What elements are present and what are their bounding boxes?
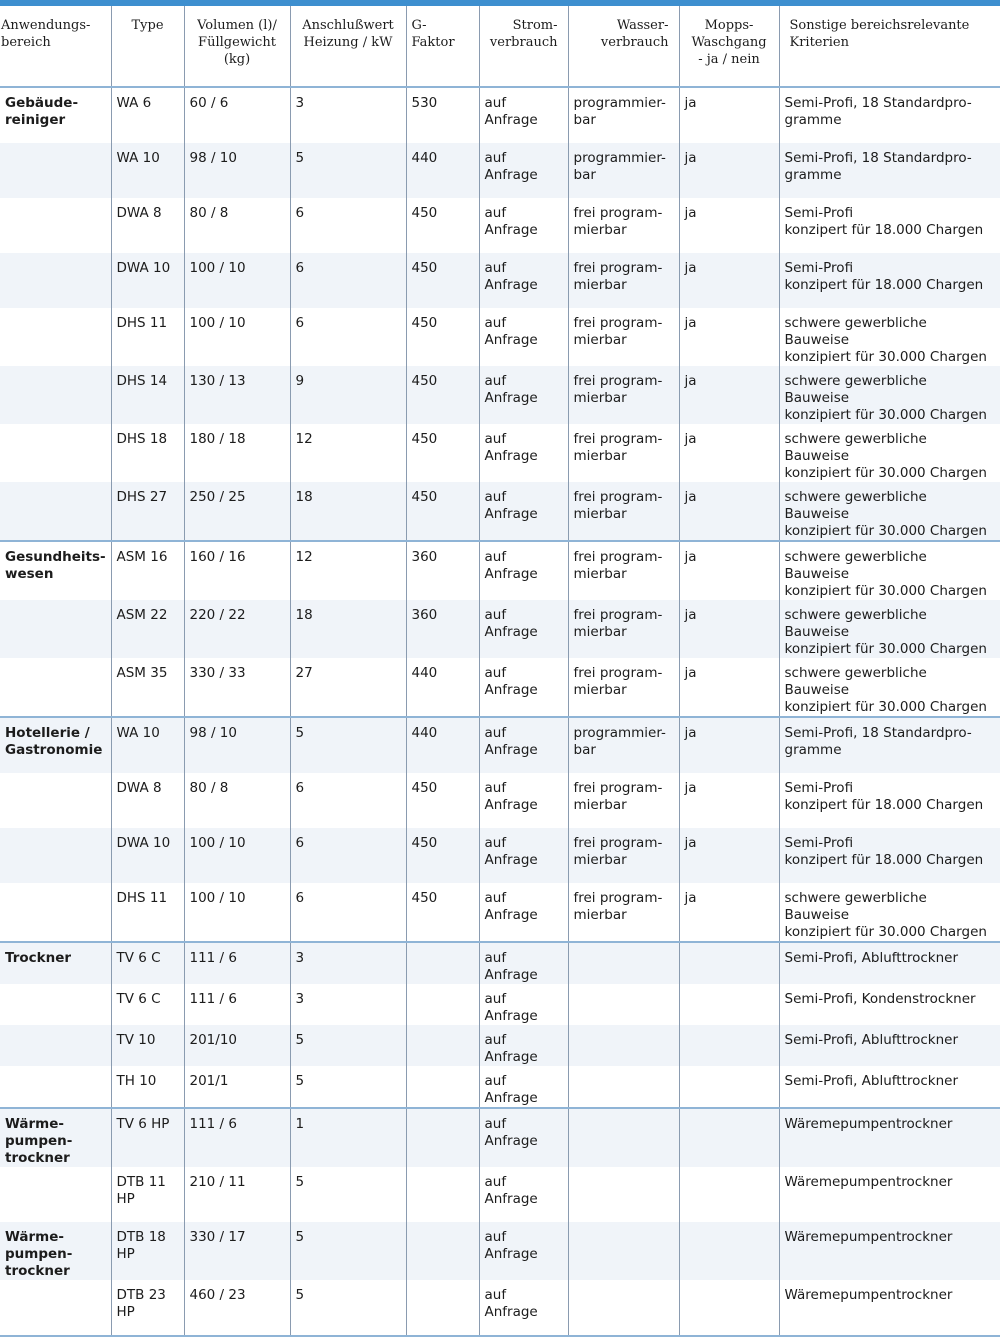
header-water: Wasser- verbrauch (568, 6, 679, 87)
table-row (0, 143, 1000, 198)
volume-cell: 100 / 10 (184, 253, 290, 308)
water-cell (568, 1066, 679, 1108)
water-cell: frei program- mierbar (568, 883, 679, 942)
volume-cell: 60 / 6 (184, 87, 290, 143)
table-row (0, 773, 1000, 828)
header-mopps: Mopps- Waschgang - ja / nein (679, 6, 779, 87)
mopps-cell (679, 1066, 779, 1108)
power-cell: auf Anfrage (479, 942, 568, 984)
heating-cell: 5 (290, 1280, 406, 1336)
g-factor-cell: 530 (406, 87, 479, 143)
heating-cell: 6 (290, 308, 406, 366)
power-cell: auf Anfrage (479, 1167, 568, 1222)
water-cell: programmier- bar (568, 87, 679, 143)
water-cell (568, 942, 679, 984)
header-g-factor: G- Faktor (406, 6, 479, 87)
volume-cell: 80 / 8 (184, 773, 290, 828)
type-cell: DHS 11 (111, 308, 184, 366)
criteria-cell: Semi-Profi, Ablufttrockner (779, 1025, 1000, 1066)
power-cell: auf Anfrage (479, 482, 568, 541)
heating-cell: 5 (290, 1222, 406, 1280)
header-area: Anwendungs- bereich (0, 6, 111, 87)
type-cell: ASM 16 (111, 541, 184, 600)
volume-cell: 100 / 10 (184, 828, 290, 883)
power-cell: auf Anfrage (479, 1222, 568, 1280)
criteria-cell: Wäremepumpentrockner (784, 1174, 953, 1190)
criteria-cell: Wäremepumpentrockner (779, 1108, 1000, 1167)
criteria-cell: Semi-Profi, 18 Standardpro- gramme (779, 87, 1000, 143)
volume-cell: 100 / 10 (184, 308, 290, 366)
power-cell: auf Anfrage (479, 1025, 568, 1066)
area-cell (0, 1167, 111, 1222)
criteria-cell: schwere gewerbliche Bauweise konzipiert für 30.000 Chargen (784, 665, 987, 715)
area-cell: Gebäude- reiniger (0, 87, 111, 143)
power-cell: auf Anfrage (479, 424, 568, 482)
mopps-cell: ja (679, 366, 779, 424)
criteria-cell: Semi-Profi, 18 Standardpro- gramme (779, 143, 1000, 198)
area-cell (0, 482, 111, 541)
volume-cell: 460 / 23 (184, 1280, 290, 1336)
table-row (0, 87, 1000, 143)
mopps-cell (679, 1167, 779, 1222)
volume-cell: 100 / 10 (184, 883, 290, 942)
power-cell: auf Anfrage (479, 600, 568, 658)
power-cell: auf Anfrage (479, 143, 568, 198)
criteria-cell: schwere gewerbliche Bauweise konzipiert für 30.000 Chargen (779, 541, 1000, 600)
criteria-cell: schwere gewerbliche Bauweise konzipiert für 30.000 Chargen (784, 431, 987, 481)
water-cell (568, 1222, 679, 1280)
type-cell: WA 10 (111, 717, 184, 773)
mopps-cell (679, 1280, 779, 1336)
mopps-cell: ja (679, 424, 779, 482)
volume-cell: 201/1 (184, 1066, 290, 1108)
g-factor-cell: 450 (406, 198, 479, 253)
volume-cell: 330 / 17 (184, 1222, 290, 1280)
volume-cell: 98 / 10 (184, 143, 290, 198)
table-row (0, 717, 1000, 773)
table-row (0, 482, 1000, 541)
criteria-cell: Semi-Profi, 18 Standardpro- gramme (779, 717, 1000, 773)
power-cell: auf Anfrage (479, 366, 568, 424)
power-cell: auf Anfrage (479, 308, 568, 366)
g-factor-cell (406, 942, 479, 984)
water-cell: frei program- mierbar (568, 424, 679, 482)
table-row (0, 424, 1000, 482)
heating-cell: 6 (290, 773, 406, 828)
area-cell: Wärme- pumpen- trockner (0, 1108, 111, 1167)
criteria-cell: schwere gewerbliche Bauweise konzipiert für 30.000 Chargen (784, 315, 987, 365)
heating-cell: 6 (290, 883, 406, 942)
g-factor-cell: 440 (406, 143, 479, 198)
criteria-cell: schwere gewerbliche Bauweise konzipiert für 30.000 Chargen (779, 600, 1000, 658)
water-cell: frei program- mierbar (568, 658, 679, 717)
g-factor-cell (406, 1066, 479, 1108)
power-cell: auf Anfrage (479, 541, 568, 600)
mopps-cell: ja (679, 600, 779, 658)
mopps-cell: ja (679, 308, 779, 366)
header-type: Type (111, 6, 184, 87)
heating-cell: 1 (290, 1108, 406, 1167)
power-cell: auf Anfrage (479, 717, 568, 773)
water-cell (568, 1167, 679, 1222)
water-cell: frei program- mierbar (568, 773, 679, 828)
heating-cell: 27 (290, 658, 406, 717)
criteria-cell: Semi-Profi konzipert für 18.000 Chargen (779, 253, 1000, 308)
table-row (0, 1025, 1000, 1066)
heating-cell: 12 (290, 541, 406, 600)
volume-cell: 330 / 33 (184, 658, 290, 717)
water-cell: frei program- mierbar (568, 600, 679, 658)
criteria-cell: Semi-Profi konzipert für 18.000 Chargen (784, 205, 984, 238)
g-factor-cell: 450 (406, 424, 479, 482)
type-cell: DHS 18 (111, 424, 184, 482)
area-cell: Gesundheits- wesen (0, 541, 111, 600)
volume-cell: 210 / 11 (184, 1167, 290, 1222)
heating-cell: 18 (290, 600, 406, 658)
g-factor-cell: 450 (406, 366, 479, 424)
water-cell: programmier- bar (568, 717, 679, 773)
criteria-cell: Semi-Profi, Ablufttrockner (784, 1073, 959, 1089)
water-cell (568, 1280, 679, 1336)
type-cell: DTB 11 HP (111, 1167, 184, 1222)
table-row (0, 1066, 1000, 1108)
volume-cell: 111 / 6 (184, 1108, 290, 1167)
power-cell: auf Anfrage (479, 658, 568, 717)
criteria-cell: Semi-Profi, Kondenstrockner (784, 991, 976, 1007)
power-cell: auf Anfrage (479, 828, 568, 883)
area-cell (0, 828, 111, 883)
g-factor-cell: 360 (406, 600, 479, 658)
table-row (0, 658, 1000, 717)
g-factor-cell: 440 (406, 658, 479, 717)
heating-cell: 18 (290, 482, 406, 541)
area-cell (0, 1280, 111, 1336)
volume-cell: 220 / 22 (184, 600, 290, 658)
water-cell: programmier- bar (568, 143, 679, 198)
header-volume: Volumen (l)/ Füllgewicht (kg) (184, 6, 290, 87)
g-factor-cell: 450 (406, 828, 479, 883)
header-criteria: Sonstige bereichsrelevante Kriterien (779, 6, 1000, 87)
header-heating: Anschlußwert Heizung / kW (290, 6, 406, 87)
mopps-cell (679, 942, 779, 984)
g-factor-cell (406, 1108, 479, 1167)
table-row (0, 541, 1000, 600)
mopps-cell: ja (679, 87, 779, 143)
g-factor-cell: 450 (406, 253, 479, 308)
header-row (0, 6, 1000, 87)
area-cell: Trockner (0, 942, 111, 984)
power-cell: auf Anfrage (479, 1280, 568, 1336)
g-factor-cell: 450 (406, 773, 479, 828)
type-cell: DTB 18 HP (111, 1222, 184, 1280)
g-factor-cell: 450 (406, 482, 479, 541)
area-cell: Hotellerie / Gastronomie (0, 717, 111, 773)
table-row (0, 366, 1000, 424)
table-row (0, 942, 1000, 984)
area-cell (0, 424, 111, 482)
heating-cell: 6 (290, 828, 406, 883)
water-cell: frei program- mierbar (568, 253, 679, 308)
power-cell: auf Anfrage (479, 253, 568, 308)
table-row (0, 1222, 1000, 1280)
table-row (0, 1280, 1000, 1336)
area-cell (0, 366, 111, 424)
mopps-cell (679, 1222, 779, 1280)
g-factor-cell: 360 (406, 541, 479, 600)
power-cell: auf Anfrage (479, 198, 568, 253)
power-cell: auf Anfrage (479, 883, 568, 942)
machine-table (0, 6, 1000, 1337)
mopps-cell: ja (679, 253, 779, 308)
heating-cell: 5 (290, 1066, 406, 1108)
table-row (0, 600, 1000, 658)
type-cell: ASM 22 (111, 600, 184, 658)
area-cell (0, 198, 111, 253)
volume-cell: 160 / 16 (184, 541, 290, 600)
mopps-cell (679, 984, 779, 1025)
type-cell: ASM 35 (111, 658, 184, 717)
table-row (0, 308, 1000, 366)
criteria-cell: Wäremepumpentrockner (779, 1222, 1000, 1280)
mopps-cell: ja (679, 717, 779, 773)
criteria-cell: schwere gewerbliche Bauweise konzipiert für 30.000 Chargen (784, 890, 987, 940)
type-cell: TV 6 C (111, 984, 184, 1025)
criteria-cell: schwere gewerbliche Bauweise konzipiert für 30.000 Chargen (779, 366, 1000, 424)
table-row (0, 828, 1000, 883)
type-cell: DWA 10 (111, 253, 184, 308)
type-cell: TV 6 C (111, 942, 184, 984)
mopps-cell: ja (679, 828, 779, 883)
area-cell: Wärme- pumpen- trockner (0, 1222, 111, 1280)
type-cell: DWA 8 (111, 198, 184, 253)
table-row (0, 1108, 1000, 1167)
type-cell: DHS 27 (111, 482, 184, 541)
water-cell (568, 1108, 679, 1167)
heating-cell: 3 (290, 984, 406, 1025)
type-cell: DWA 10 (111, 828, 184, 883)
power-cell: auf Anfrage (479, 773, 568, 828)
area-cell (0, 883, 111, 942)
type-cell: TH 10 (111, 1066, 184, 1108)
water-cell: frei program- mierbar (568, 828, 679, 883)
area-cell (0, 308, 111, 366)
g-factor-cell (406, 984, 479, 1025)
type-cell: WA 10 (111, 143, 184, 198)
mopps-cell (679, 1025, 779, 1066)
criteria-cell: Semi-Profi konzipert für 18.000 Chargen (779, 828, 1000, 883)
volume-cell: 98 / 10 (184, 717, 290, 773)
water-cell: frei program- mierbar (568, 366, 679, 424)
area-cell (0, 658, 111, 717)
area-cell (0, 1066, 111, 1108)
type-cell: WA 6 (111, 87, 184, 143)
type-cell: DTB 23 HP (111, 1280, 184, 1336)
type-cell: TV 10 (111, 1025, 184, 1066)
volume-cell: 111 / 6 (184, 984, 290, 1025)
area-cell (0, 984, 111, 1025)
volume-cell: 80 / 8 (184, 198, 290, 253)
mopps-cell: ja (679, 773, 779, 828)
mopps-cell (679, 1108, 779, 1167)
volume-cell: 250 / 25 (184, 482, 290, 541)
g-factor-cell (406, 1222, 479, 1280)
water-cell (568, 1025, 679, 1066)
criteria-cell: schwere gewerbliche Bauweise konzipiert für 30.000 Chargen (779, 482, 1000, 541)
table-row (0, 883, 1000, 942)
volume-cell: 111 / 6 (184, 942, 290, 984)
mopps-cell: ja (679, 143, 779, 198)
power-cell: auf Anfrage (479, 87, 568, 143)
table-row (0, 253, 1000, 308)
water-cell: frei program- mierbar (568, 198, 679, 253)
area-cell (0, 143, 111, 198)
table-row (0, 984, 1000, 1025)
g-factor-cell (406, 1167, 479, 1222)
type-cell: DWA 8 (111, 773, 184, 828)
mopps-cell: ja (679, 658, 779, 717)
power-cell: auf Anfrage (479, 1108, 568, 1167)
volume-cell: 201/10 (184, 1025, 290, 1066)
g-factor-cell: 440 (406, 717, 479, 773)
water-cell: frei program- mierbar (568, 482, 679, 541)
mopps-cell: ja (679, 482, 779, 541)
volume-cell: 130 / 13 (184, 366, 290, 424)
power-cell: auf Anfrage (479, 984, 568, 1025)
criteria-cell: Wäremepumpentrockner (779, 1280, 1000, 1336)
heating-cell: 12 (290, 424, 406, 482)
g-factor-cell: 450 (406, 883, 479, 942)
type-cell: DHS 11 (111, 883, 184, 942)
table-row (0, 198, 1000, 253)
heating-cell: 3 (290, 87, 406, 143)
heating-cell: 5 (290, 143, 406, 198)
g-factor-cell (406, 1025, 479, 1066)
heating-cell: 5 (290, 1167, 406, 1222)
mopps-cell: ja (679, 198, 779, 253)
g-factor-cell (406, 1280, 479, 1336)
area-cell (0, 253, 111, 308)
criteria-cell: Semi-Profi, Ablufttrockner (779, 942, 1000, 984)
heating-cell: 3 (290, 942, 406, 984)
heating-cell: 5 (290, 717, 406, 773)
heating-cell: 5 (290, 1025, 406, 1066)
water-cell: frei program- mierbar (568, 541, 679, 600)
type-cell: DHS 14 (111, 366, 184, 424)
heating-cell: 6 (290, 253, 406, 308)
type-cell: TV 6 HP (111, 1108, 184, 1167)
area-cell (0, 773, 111, 828)
header-power: Strom- verbrauch (479, 6, 568, 87)
area-cell (0, 600, 111, 658)
power-cell: auf Anfrage (479, 1066, 568, 1108)
table-row (0, 1167, 1000, 1222)
mopps-cell: ja (679, 541, 779, 600)
heating-cell: 6 (290, 198, 406, 253)
area-cell (0, 1025, 111, 1066)
mopps-cell: ja (679, 883, 779, 942)
volume-cell: 180 / 18 (184, 424, 290, 482)
water-cell: frei program- mierbar (568, 308, 679, 366)
heating-cell: 9 (290, 366, 406, 424)
criteria-cell: Semi-Profi konzipert für 18.000 Chargen (784, 780, 984, 813)
g-factor-cell: 450 (406, 308, 479, 366)
water-cell (568, 984, 679, 1025)
